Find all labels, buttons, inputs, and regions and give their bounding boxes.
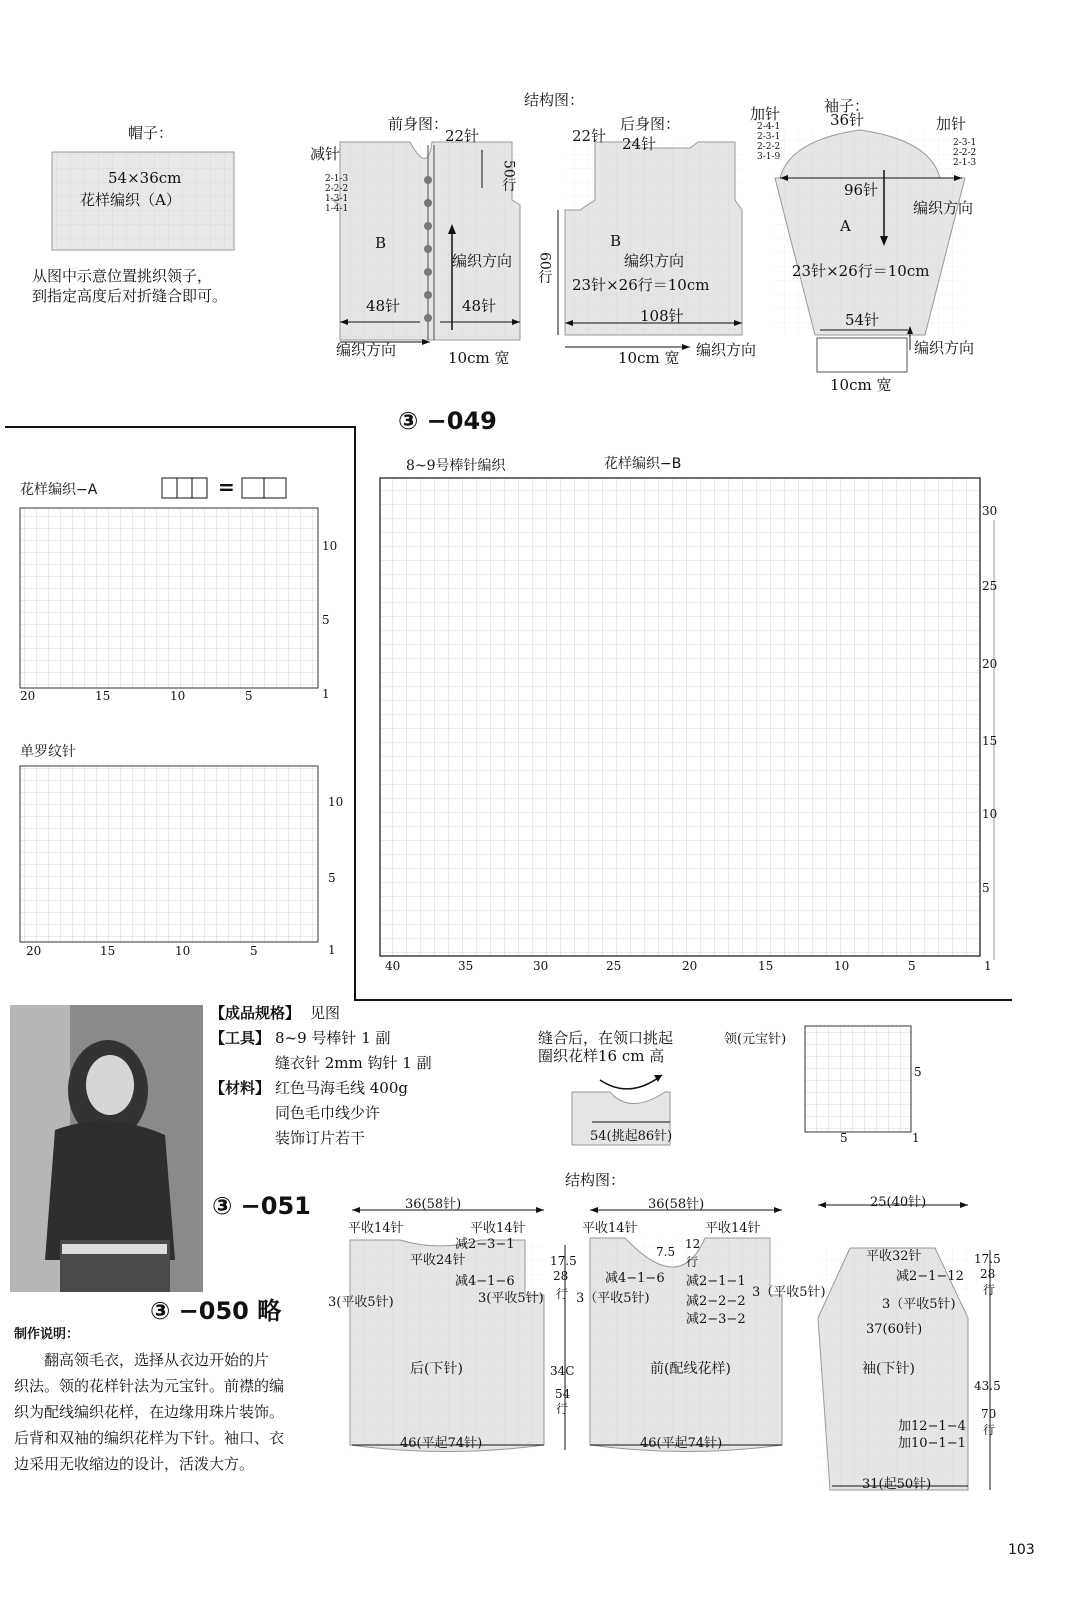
front-right-48: 48针 bbox=[462, 297, 497, 315]
dim-54: 54 bbox=[555, 1387, 571, 1401]
axis-a-bottom: 5 bbox=[245, 689, 253, 703]
material-1: 红色马海毛线 400g bbox=[275, 1079, 409, 1097]
dim-row-2: 行 bbox=[556, 1402, 569, 1416]
sleeve-direction: 编织方向 bbox=[913, 199, 974, 217]
axis-b-bottom: 5 bbox=[908, 959, 916, 973]
instructions-line: 翻高领毛衣，选择从衣边开始的片 bbox=[44, 1351, 270, 1369]
axis-b-right: 20 bbox=[982, 657, 998, 671]
back-108: 108针 bbox=[640, 307, 684, 325]
model-051-label: ③ −051 bbox=[212, 1192, 311, 1220]
back-bind-left: 平收14针 bbox=[348, 1221, 404, 1236]
front-bottom-width: 46(平起74针) bbox=[640, 1436, 723, 1451]
front-d12-row: 行 bbox=[686, 1255, 699, 1269]
sleeve-54: 54针 bbox=[845, 311, 880, 329]
sleeve-title: 袖子： bbox=[824, 97, 870, 115]
axis-a-right: 1 bbox=[322, 687, 330, 701]
axis-b-bottom: 40 bbox=[385, 959, 401, 973]
pattern-b-title: 花样编织−B bbox=[604, 456, 682, 472]
front-direction: 编织方向 bbox=[452, 252, 513, 270]
axis-b-right: 25 bbox=[982, 579, 998, 593]
axis-b-bottom: 30 bbox=[533, 959, 549, 973]
front-d75: 7.5 bbox=[656, 1245, 676, 1259]
tool-1: 8~9 号棒针 1 副 bbox=[275, 1029, 391, 1047]
sleeve-inc-left: 加针 bbox=[750, 105, 781, 123]
back-top-width: 36(58针) bbox=[405, 1197, 462, 1212]
sleeve-inc-1011: 加10−1−1 bbox=[898, 1436, 966, 1451]
back-piece-name: 后(下针) bbox=[410, 1361, 463, 1377]
axis-a-bottom: 20 bbox=[20, 689, 36, 703]
back-direction: 编织方向 bbox=[624, 252, 685, 270]
front-piece-name: 前(配线花样) bbox=[650, 1361, 731, 1377]
spec-label: 【成品规格】 bbox=[210, 1004, 301, 1022]
axis-b-right: 15 bbox=[982, 734, 998, 748]
model-050-label: ③ −050 略 bbox=[150, 1297, 282, 1325]
pattern-a-title: 花样编织−A bbox=[20, 482, 98, 498]
sleeve-inc-row: 3-1-9 bbox=[757, 152, 781, 162]
material-3: 装饰订片若干 bbox=[275, 1129, 366, 1147]
axis-rib-bottom: 5 bbox=[250, 944, 258, 958]
pattern-b-grid bbox=[380, 478, 980, 956]
axis-rib-bottom: 15 bbox=[100, 944, 116, 958]
back-arm-right: 3(平收5针) bbox=[478, 1291, 544, 1306]
axis-a-bottom: 10 bbox=[170, 689, 186, 703]
sleeve-inc-1214: 加12−1−4 bbox=[898, 1419, 966, 1434]
bottom-structure-title: 结构图： bbox=[565, 1171, 626, 1189]
front-dec-row: 1-4-1 bbox=[325, 204, 349, 214]
instructions-title: 制作说明： bbox=[14, 1327, 80, 1342]
instructions-line: 边采用无收缩边的设计，活泼大方。 bbox=[14, 1455, 255, 1473]
axis-a-bottom: 15 bbox=[95, 689, 111, 703]
dim-175: 17.5 bbox=[550, 1254, 577, 1268]
front-width: 10cm 宽 bbox=[448, 349, 510, 367]
front-left-48: 48针 bbox=[366, 297, 401, 315]
hat-note-2: 到指定高度后对折缝合即可。 bbox=[32, 287, 228, 305]
sleeve-dim-435: 43.5 bbox=[974, 1379, 1001, 1393]
collar-axis-bottom: 1 bbox=[912, 1131, 920, 1145]
back-arm-left: 3(平收5针) bbox=[328, 1295, 394, 1310]
sleeve-a-label: A bbox=[840, 217, 851, 235]
axis-rib-right: 1 bbox=[328, 943, 336, 957]
back-direction-bottom: 编织方向 bbox=[696, 341, 757, 359]
sleeve-37: 37(60针) bbox=[866, 1322, 923, 1337]
axis-b-bottom: 35 bbox=[458, 959, 474, 973]
hat-pattern: 花样编织（A） bbox=[80, 191, 181, 209]
back-top-24: 24针 bbox=[622, 135, 657, 153]
sleeve-dim-28: 28 bbox=[980, 1267, 996, 1281]
collar-axis-bottom: 5 bbox=[840, 1131, 848, 1145]
back-rows-60: 60行 bbox=[536, 252, 553, 284]
dim-34: 34C bbox=[550, 1364, 575, 1378]
front-dec-211: 减2−1−1 bbox=[686, 1274, 746, 1289]
back-width: 10cm 宽 bbox=[618, 349, 680, 367]
sleeve-bind-5: 3（平收5针) bbox=[882, 1297, 956, 1312]
page-number: 103 bbox=[1008, 1542, 1035, 1558]
sleeve-dim-row-2: 行 bbox=[983, 1423, 996, 1437]
instructions-line: 织为配线编织花样，在边缘用珠片装饰。 bbox=[14, 1403, 285, 1421]
front-dec-label: 减针 bbox=[310, 145, 341, 163]
axis-rib-right: 10 bbox=[328, 795, 344, 809]
sleeve-top-width: 25(40针) bbox=[870, 1195, 927, 1210]
front-dec-row: 2-1-3 bbox=[325, 174, 349, 184]
spec-value: 见图 bbox=[310, 1004, 341, 1022]
collar-pick: 54(挑起86针) bbox=[590, 1129, 673, 1144]
front-top-stitches: 22针 bbox=[445, 127, 480, 145]
axis-a-right: 5 bbox=[322, 613, 330, 627]
front-bind-left: 平收14针 bbox=[582, 1221, 638, 1236]
structure-title: 结构图： bbox=[524, 91, 585, 109]
sleeve-gauge: 23针×26行＝10cm bbox=[792, 262, 930, 280]
collar-note-2: 圈织花样16 cm 高 bbox=[538, 1047, 665, 1065]
sleeve-inc-right: 加针 bbox=[936, 115, 967, 133]
instructions-line: 后背和双袖的编织花样为下针。袖口、衣 bbox=[14, 1429, 285, 1447]
front-dec-row: 2-2-2 bbox=[325, 184, 349, 194]
sleeve-bottom-width: 31(起50针) bbox=[862, 1477, 932, 1492]
sleeve-direction-bottom: 编织方向 bbox=[914, 339, 975, 357]
collar-note-1: 缝合后，在领口挑起 bbox=[538, 1029, 674, 1047]
hat-size: 54×36cm bbox=[108, 169, 182, 187]
front-dec-row: 1-3-1 bbox=[325, 194, 349, 204]
tool-2: 缝衣针 2mm 钩针 1 副 bbox=[275, 1054, 432, 1072]
front-arm-right: 3（平收5针) bbox=[752, 1285, 826, 1300]
pattern-a-grid bbox=[20, 508, 318, 688]
back-b-label: B bbox=[610, 232, 622, 250]
dim-row: 行 bbox=[556, 1287, 569, 1301]
hat-note-1: 从图中示意位置挑织领子， bbox=[32, 267, 213, 285]
axis-rib-right: 5 bbox=[328, 871, 336, 885]
axis-b-bottom: 15 bbox=[758, 959, 774, 973]
back-bind-right: 平收14针 bbox=[470, 1221, 526, 1236]
sleeve-inc-row: 2-2-2 bbox=[757, 142, 781, 152]
pattern-a-equals: = bbox=[218, 475, 235, 499]
front-bind-right: 平收14针 bbox=[705, 1221, 761, 1236]
rib-title: 单罗纹针 bbox=[20, 744, 76, 760]
sleeve-dec-2112: 减2−1−12 bbox=[896, 1269, 964, 1284]
back-title: 后身图： bbox=[620, 115, 681, 133]
axis-b-bottom: 10 bbox=[834, 959, 850, 973]
back-bind-center: 平收24针 bbox=[410, 1253, 466, 1268]
model-049-label: ③ −049 bbox=[398, 407, 497, 435]
material-label: 【材料】 bbox=[210, 1079, 271, 1097]
sleeve-dim-175: 17.5 bbox=[974, 1252, 1001, 1266]
sleeve-width: 10cm 宽 bbox=[830, 376, 892, 394]
sleeve-inc-row: 2-3-1 bbox=[757, 132, 781, 142]
axis-b-bottom: 25 bbox=[606, 959, 622, 973]
sleeve-piece-name: 袖(下针) bbox=[862, 1361, 915, 1377]
back-dec-231: 减2−3−1 bbox=[455, 1237, 515, 1252]
sleeve-bind-32: 平收32针 bbox=[866, 1249, 922, 1264]
front-b-label: B bbox=[375, 234, 387, 252]
front-title: 前身图： bbox=[388, 115, 449, 133]
axis-b-right: 10 bbox=[982, 807, 998, 821]
front-direction-bottom: 编织方向 bbox=[336, 341, 397, 359]
front-rows-50: 50行 bbox=[500, 160, 517, 192]
collar-chart-label: 领(元宝针) bbox=[724, 1032, 787, 1047]
tool-label: 【工具】 bbox=[210, 1029, 271, 1047]
sleeve-inc-row: 2-4-1 bbox=[757, 122, 781, 132]
back-bottom-width: 46(平起74针) bbox=[400, 1436, 483, 1451]
axis-b-right: 30 bbox=[982, 504, 998, 518]
hat-title: 帽子： bbox=[128, 124, 174, 142]
axis-b-right: 5 bbox=[982, 881, 990, 895]
axis-rib-bottom: 20 bbox=[26, 944, 42, 958]
back-left-22: 22针 bbox=[572, 127, 607, 145]
axis-b-bottom: 20 bbox=[682, 959, 698, 973]
rib-grid bbox=[20, 766, 318, 942]
sleeve-dim-70: 70 bbox=[981, 1407, 997, 1421]
back-dec-416: 减4−1−6 bbox=[455, 1274, 515, 1289]
sleeve-inc-row-right: 2-2-2 bbox=[953, 148, 977, 158]
front-arm-left: 3（平收5针) bbox=[576, 1291, 650, 1306]
sleeve-inc-row-right: 2-1-3 bbox=[953, 158, 977, 168]
back-gauge: 23针×26行＝10cm bbox=[572, 276, 710, 294]
collar-grid bbox=[805, 1026, 911, 1132]
front-dec-232: 减2−3−2 bbox=[686, 1312, 746, 1327]
sleeve-dim-row: 行 bbox=[983, 1283, 996, 1297]
axis-b-bottom: 1 bbox=[984, 959, 992, 973]
dim-28: 28 bbox=[553, 1269, 569, 1283]
front-dec-416: 减4−1−6 bbox=[605, 1271, 665, 1286]
front-d12: 12 bbox=[685, 1237, 701, 1251]
instructions-line: 织法。领的花样针法为元宝针。前襟的编 bbox=[14, 1377, 285, 1395]
collar-axis-right: 5 bbox=[914, 1065, 922, 1079]
axis-rib-bottom: 10 bbox=[175, 944, 191, 958]
front-dec-222: 减2−2−2 bbox=[686, 1294, 746, 1309]
pattern-b-needle: 8~9号棒针编织 bbox=[406, 458, 506, 474]
material-2: 同色毛巾线少许 bbox=[275, 1104, 381, 1122]
sleeve-96: 96针 bbox=[844, 181, 879, 199]
sleeve-top-36: 36针 bbox=[830, 111, 865, 129]
front-top-width: 36(58针) bbox=[648, 1197, 705, 1212]
axis-a-right: 10 bbox=[322, 539, 338, 553]
sleeve-inc-row-right: 2-3-1 bbox=[953, 138, 977, 148]
